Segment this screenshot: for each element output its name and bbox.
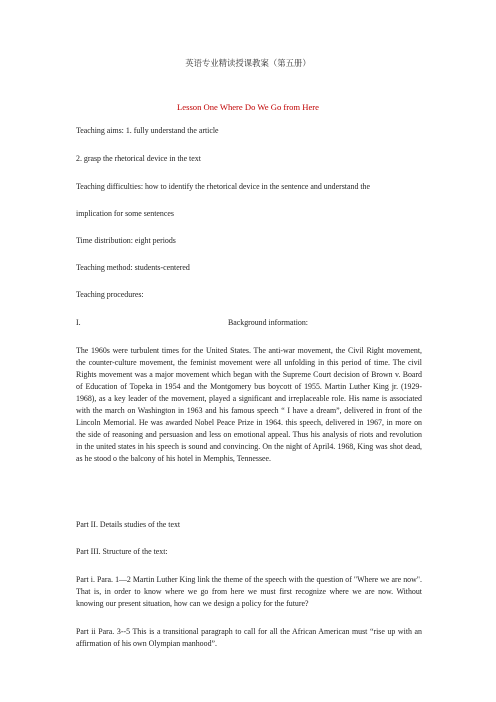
part-3-heading: Part III. Structure of the text: [76,547,168,556]
section-1-number: I. [76,318,81,327]
teaching-method: Teaching method: students-centered [76,263,190,272]
teaching-aim-2: 2. grasp the rhetorical device in the text [76,154,201,163]
teaching-difficulties-line-2: implication for some sentences [76,209,174,218]
part-2-heading: Part II. Details studies of the text [76,520,181,529]
section-1-heading [76,318,308,328]
part-i-paragraph: Part i. Para. 1—2 Martin Luther King link the theme of the speech with the question of "Where we are now". That is, in order to know where we go from here we must first recognize where we are now. Without knowing our present situation, how can we design a policy for the future? [76,575,422,608]
time-distribution: Time distribution: eight periods [76,236,176,245]
section-1-label: Background information: [228,318,308,327]
teaching-difficulties-line-1: Teaching difficulties: how to identify the rhetorical device in the sentence and understand the [76,182,371,191]
teaching-aims: Teaching aims: 1. fully understand the article [76,126,219,135]
lesson-title: Lesson One Where Do We Go from Here [177,102,319,112]
part-ii-paragraph: Part ii Para. 3--5 This is a transitional paragraph to call for all the African American must “rise up with an affirmation of his own Olympian manhood”. [76,627,422,648]
teaching-procedures: Teaching procedures: [76,290,144,299]
background-paragraph: The 1960s were turbulent times for the United States. The anti-war movement, the Civil Right movement, the counter-culture movement, the feminist movement were all unfolding in this period of time. The civil Rights movement was a major movement which began with the Supreme Court decision of Brown v. Board of Education of Topeka in 1954 and the Montgomery bus boycott of 1955. Martin Luther King jr. (1929-1968), as a key leader of the movement, played a significant and irreplaceable role. His name is associated with the march on Washington in 1963 and his famous speech “ I have a dream”, delivered in front of the Lincoln Memorial. He was awarded Nobel Peace Prize in 1964. this speech, delivered in 1967, in more on the side of reasoning and persuasion and less on emotional appeal. Thus his analysis of riots and revolution in the united states in his speech is sound and convincing. On the night of April4. 1968, King was shot dead, as he stood o the balcony of his hotel in Memphis, Tennessee. [76,346,422,463]
page-header: 英语专业精读授课教案（第五册） [185,59,311,68]
